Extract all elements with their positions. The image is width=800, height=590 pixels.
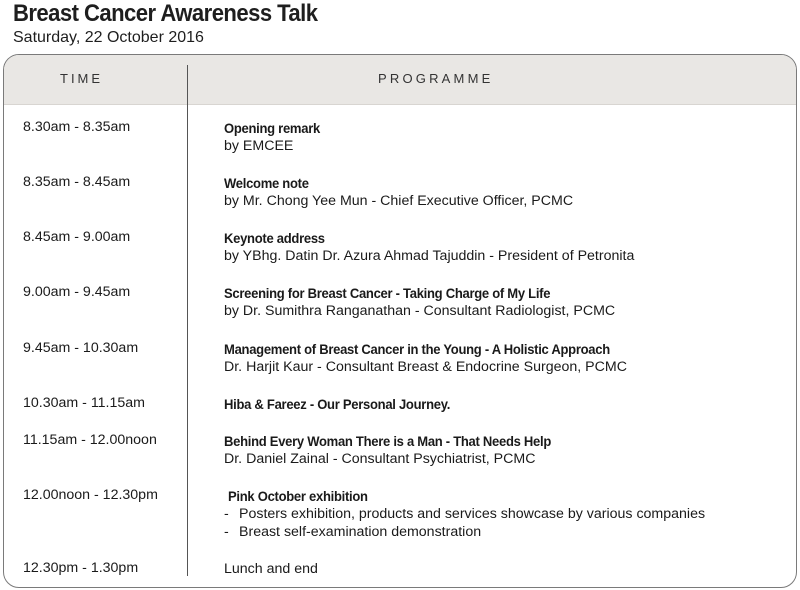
page-title: Breast Cancer Awareness Talk	[13, 0, 318, 27]
column-divider	[187, 65, 188, 576]
time-slot: 9.00am - 9.45am	[23, 284, 131, 300]
time-slot: 12.00noon - 12.30pm	[23, 487, 158, 503]
programme-speaker: Dr. Daniel Zainal - Consultant Psychiatrist, PCMC	[224, 451, 536, 467]
programme-title: Behind Every Woman There is a Man - That Needs Help	[224, 433, 552, 449]
time-slot: 10.30am - 11.15am	[23, 395, 145, 411]
table-header	[4, 55, 796, 105]
bullet-marker: -	[224, 506, 229, 522]
time-slot: 8.30am - 8.35am	[23, 119, 131, 135]
programme-item	[224, 229, 634, 265]
programme-speaker: by Mr. Chong Yee Mun - Chief Executive Officer, PCMC	[224, 193, 574, 209]
programme-title: Screening for Breast Cancer - Taking Charge of My Life	[224, 285, 551, 301]
programme-title: Pink October exhibition	[228, 488, 368, 504]
time-slot: 12.30pm - 1.30pm	[23, 560, 139, 576]
programme-item	[224, 395, 467, 413]
schedule-table	[3, 54, 797, 588]
programme-title: Keynote address	[224, 230, 325, 246]
programme-item	[224, 284, 615, 320]
programme-item	[228, 487, 378, 505]
programme-speaker: Dr. Harjit Kaur - Consultant Breast & Endocrine Surgeon, PCMC	[224, 359, 627, 375]
programme-speaker: by EMCEE	[224, 138, 294, 154]
programme-title: Lunch and end	[224, 561, 318, 577]
time-slot: 11.15am - 12.00noon	[23, 432, 157, 448]
programme-bullet-list	[224, 505, 705, 541]
programme-item	[224, 174, 573, 210]
column-header-time: TIME	[60, 71, 104, 86]
programme-title: Hiba & Fareez - Our Personal Journey.	[224, 396, 451, 412]
programme-item	[224, 432, 576, 468]
event-date: Saturday, 22 October 2016	[13, 29, 204, 46]
time-slot: 8.35am - 8.45am	[23, 174, 131, 190]
time-slot: 8.45am - 9.00am	[23, 229, 131, 245]
bullet-marker: -	[224, 524, 229, 540]
programme-speaker: by YBhg. Datin Dr. Azura Ahmad Tajuddin - President of Petronita	[224, 248, 635, 264]
programme-title: Welcome note	[224, 175, 309, 191]
time-slot: 9.45am - 10.30am	[23, 340, 139, 356]
programme-item	[224, 119, 327, 155]
column-header-programme: PROGRAMME	[378, 71, 494, 86]
bullet-text: Posters exhibition, products and services showcase by various companies	[239, 506, 706, 522]
list-item	[224, 505, 705, 523]
programme-item	[224, 560, 318, 578]
bullet-text: Breast self-examination demonstration	[239, 524, 482, 540]
list-item	[224, 523, 705, 541]
programme-title: Management of Breast Cancer in the Young - A Holistic Approach	[224, 341, 610, 357]
programme-speaker: by Dr. Sumithra Ranganathan - Consultant Radiologist, PCMC	[224, 303, 616, 319]
programme-item	[224, 340, 639, 376]
programme-title: Opening remark	[224, 120, 320, 136]
